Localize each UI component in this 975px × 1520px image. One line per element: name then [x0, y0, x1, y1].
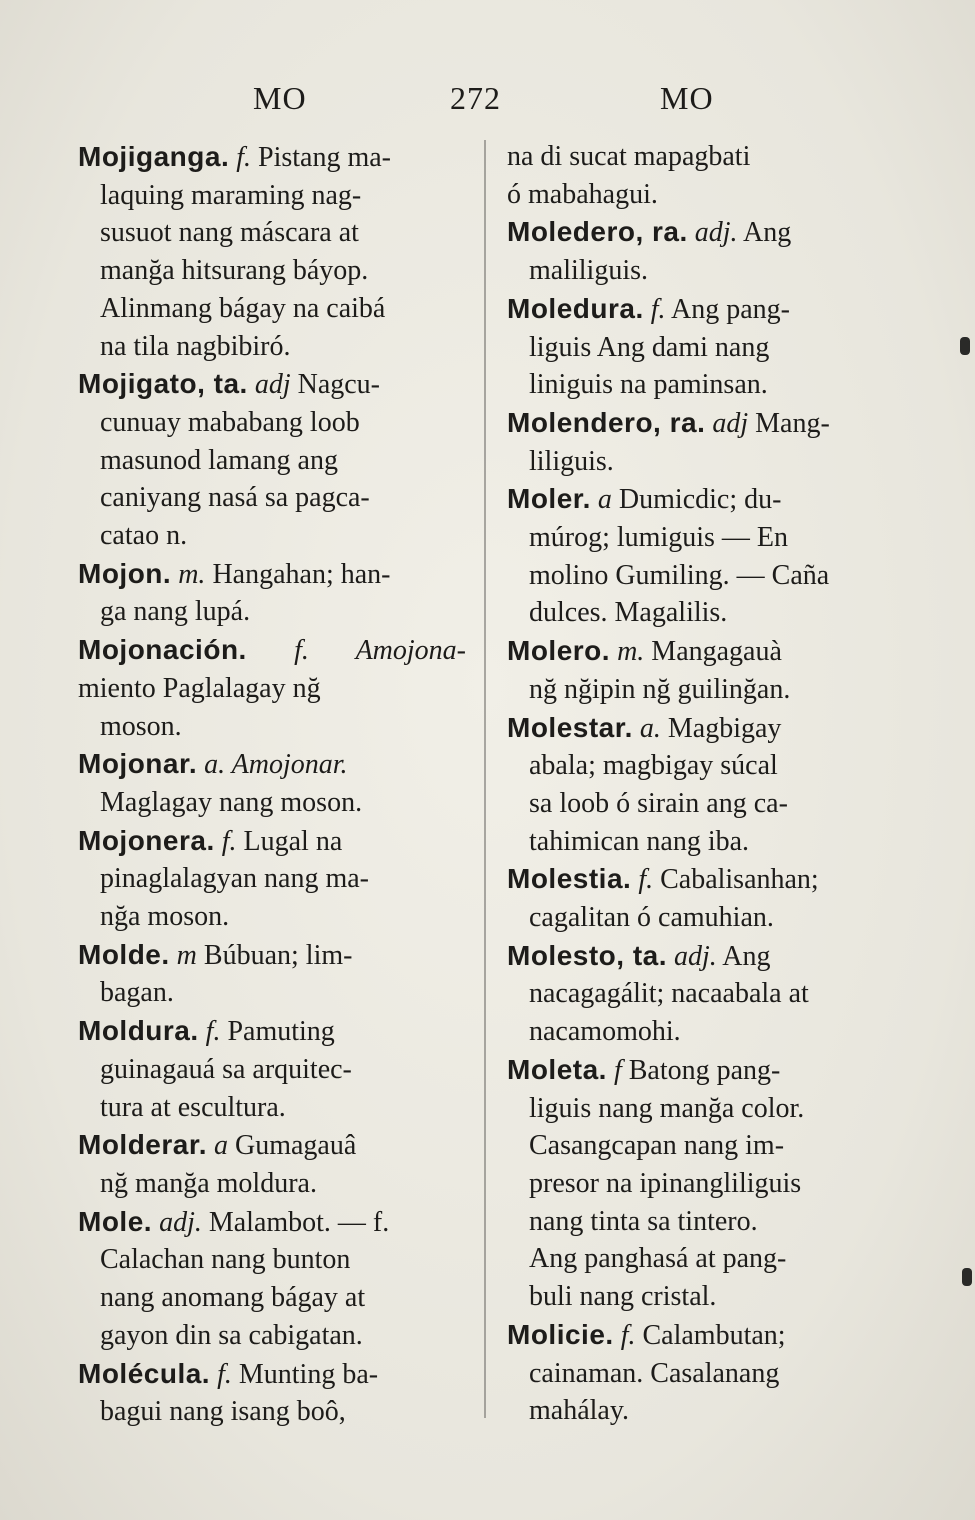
dictionary-entry — [78, 1012, 466, 1126]
definition-line: Calachan nang bunton — [100, 1244, 351, 1276]
page-number: 272 — [450, 80, 501, 116]
grammar-label: adj. — [159, 1206, 202, 1238]
left-guide-word: MO — [253, 80, 307, 116]
grammar-label: f. — [205, 1016, 221, 1048]
definition-line: Ang panghasá at pang- — [529, 1243, 787, 1275]
definition-line: múrog; lumiguis — En — [529, 522, 788, 554]
definition-line: abala; magbigay súcal — [529, 750, 778, 782]
definition-text: miento Paglalagay nğ — [78, 672, 321, 704]
headword: Moler. — [507, 483, 591, 515]
entry-first-line — [78, 555, 466, 594]
dictionary-entry — [507, 1051, 902, 1316]
headword: Moledero, ra. — [507, 216, 688, 248]
definition-text: Munting ba- — [238, 1358, 379, 1390]
definition-line: Alinmang bágay na caibá — [100, 292, 386, 324]
entry-first-line — [78, 365, 466, 404]
dictionary-entry — [78, 936, 466, 1012]
definition-text: Calambutan; — [642, 1319, 786, 1351]
definition-text: Ang pang- — [670, 293, 790, 325]
grammar-label: f. — [650, 293, 666, 325]
entry-first-line — [78, 631, 466, 707]
entry-first-line — [507, 290, 902, 329]
definition-line: caniyang nasá sa pagca- — [100, 482, 370, 514]
grammar-label: f. Amojona- — [294, 635, 466, 667]
definition-line: nacagagálit; nacaabala at — [529, 978, 809, 1010]
dictionary-entry — [507, 138, 902, 213]
dictionary-entry — [78, 555, 466, 631]
dictionary-entry — [507, 1316, 902, 1430]
entry-first-line — [507, 709, 902, 748]
headword: Molderar. — [78, 1129, 207, 1161]
grammar-label: m — [176, 939, 197, 971]
entry-first-line — [78, 138, 466, 177]
grammar-label: adj — [254, 369, 291, 401]
definition-line: Casangcapan nang im- — [529, 1130, 785, 1162]
definition-line: nacamomohi. — [529, 1016, 681, 1048]
definition-line: na tila nagbibiró. — [100, 330, 291, 362]
definition-text: Ang — [743, 217, 792, 249]
definition-line: presor na ipinangliliguis — [529, 1167, 802, 1199]
entry-first-line — [78, 1126, 466, 1165]
headword: Mojiganga. — [78, 141, 230, 172]
dictionary-entry — [78, 365, 466, 555]
dictionary-entry — [507, 632, 902, 708]
definition-line: liguis Ang dami nang — [529, 331, 770, 363]
grammar-label: a — [213, 1130, 228, 1162]
definition-line: liguis nang manğa color. — [529, 1092, 805, 1124]
definition-line: nang anomang bágay at — [100, 1282, 366, 1314]
definition-line: dulces. Magalilis. — [529, 597, 728, 629]
entry-first-line — [78, 745, 466, 784]
entry-first-line — [78, 1203, 466, 1242]
grammar-label: f. — [221, 825, 237, 857]
headword: Moledura. — [507, 292, 644, 324]
definition-line: nang tinta sa tintero. — [529, 1205, 758, 1237]
dictionary-entry — [507, 290, 902, 404]
definition-text: Magbigay — [667, 712, 782, 744]
definition-text: Ang — [722, 940, 771, 972]
definition-text: Gumagauâ — [234, 1130, 357, 1162]
definition-text: Nagcu- — [297, 369, 381, 401]
definition-line: pinaglalagyan nang ma- — [100, 863, 370, 895]
grammar-label: a. Amojonar. — [204, 749, 348, 781]
grammar-label: a — [597, 484, 612, 516]
definition-line: liniguis na paminsan. — [529, 369, 768, 401]
dictionary-entry — [507, 937, 902, 1051]
definition-text: Mangagauà — [651, 636, 782, 668]
dictionary-entry — [507, 480, 902, 632]
grammar-label: f — [613, 1054, 622, 1086]
dictionary-entry — [78, 745, 466, 821]
definition-line: buli nang cristal. — [529, 1281, 717, 1313]
definition-text: Batong pang- — [628, 1054, 781, 1086]
headword: Mole. — [78, 1205, 153, 1237]
entry-first-line — [507, 480, 902, 519]
definition-line: catao n. — [100, 520, 188, 552]
grammar-label: m. — [178, 558, 206, 590]
definition-line: maliliguis. — [529, 255, 648, 287]
dictionary-entry — [78, 1126, 466, 1202]
definition-text: Pamuting — [227, 1016, 335, 1048]
headword: Molestar. — [507, 711, 633, 743]
grammar-label: a. — [639, 712, 661, 744]
dictionary-entry — [78, 822, 466, 936]
definition-text: Malambot. — f. — [208, 1206, 390, 1238]
definition-text: Hangahan; han- — [212, 558, 391, 590]
definition-text: Búbuan; lim- — [203, 939, 353, 971]
dictionary-entry — [78, 631, 466, 745]
dictionary-entry — [78, 138, 466, 365]
entry-first-line — [507, 1051, 902, 1090]
headword: Mojon. — [78, 557, 172, 589]
headword: Moldura. — [78, 1015, 199, 1047]
entry-first-line — [507, 213, 902, 252]
page-edge-mark — [962, 1268, 972, 1286]
grammar-label: f. — [620, 1319, 636, 1351]
headword: Mojigato, ta. — [78, 368, 248, 400]
definition-line: bagui nang isang boô, — [100, 1396, 346, 1428]
right-guide-word: MO — [660, 80, 714, 116]
headword: Molendero, ra. — [507, 406, 706, 438]
definition-line: bagan. — [100, 977, 174, 1009]
entry-first-line — [507, 860, 902, 899]
definition-line: sa loob ó sirain ang ca- — [529, 787, 788, 819]
definition-line: liliguis. — [529, 445, 614, 477]
headword: Mojonera. — [78, 824, 215, 856]
definition-text: Dumicdic; du- — [618, 484, 782, 516]
definition-line: na di sucat mapagbati — [507, 141, 751, 172]
dictionary-entry — [507, 404, 902, 480]
definition-line: nğ nğipin nğ guilinğan. — [529, 673, 791, 705]
definition-line: masunod lamang ang — [100, 444, 338, 476]
left-column — [78, 138, 466, 1431]
headword: Mojonar. — [78, 748, 198, 780]
column-divider — [484, 140, 486, 1418]
definition-line: susuot nang máscara at — [100, 217, 359, 249]
grammar-label: adj. — [674, 940, 717, 972]
headword: Molicie. — [507, 1318, 614, 1350]
headword: Molesto, ta. — [507, 939, 668, 971]
definition-line: ó mabahagui. — [507, 178, 658, 210]
definition-line: laquing maraming nag- — [100, 179, 362, 211]
grammar-label: f. — [217, 1358, 232, 1390]
dictionary-entry — [507, 709, 902, 861]
right-column — [507, 138, 902, 1430]
definition-line: nğ manğa moldura. — [100, 1167, 317, 1199]
grammar-label: m. — [617, 636, 645, 668]
definition-line: cunuay mababang loob — [100, 406, 360, 438]
entry-first-line — [507, 404, 902, 443]
grammar-label: adj — [712, 407, 749, 439]
grammar-label: f. — [638, 864, 654, 896]
definition-text: Mang- — [755, 407, 830, 439]
definition-line: guinagauá sa arquitec- — [100, 1053, 352, 1085]
headword: Molécula. — [78, 1357, 211, 1389]
definition-line: tahimican nang iba. — [529, 825, 750, 857]
definition-line: ga nang lupá. — [100, 596, 251, 628]
grammar-label: adj. — [694, 217, 738, 249]
headword: Molde. — [78, 938, 170, 970]
dictionary-entry — [507, 860, 902, 936]
grammar-label: f. — [236, 142, 252, 173]
dictionary-entry — [78, 1203, 466, 1355]
headword: Molero. — [507, 635, 611, 667]
dictionary-entry — [507, 213, 902, 289]
entry-first-line — [78, 936, 466, 975]
definition-line: tura at escultura. — [100, 1091, 286, 1123]
definition-line: moson. — [100, 710, 182, 742]
page-edge-mark — [960, 337, 970, 355]
page-header — [0, 80, 975, 130]
definition-text: Lugal na — [243, 825, 343, 857]
headword: Moleta. — [507, 1053, 607, 1085]
definition-text: Pistang ma- — [258, 142, 392, 173]
definition-line: Maglagay nang moson. — [100, 786, 363, 818]
headword: Molestia. — [507, 863, 632, 895]
definition-line: molino Gumiling. — Caña — [529, 559, 830, 591]
entry-first-line — [507, 937, 902, 976]
dictionary-entry — [78, 1355, 466, 1431]
headword: Mojonación. — [78, 634, 247, 666]
definition-line: manğa hitsurang báyop. — [100, 255, 369, 287]
entry-first-line — [78, 822, 466, 861]
entry-first-line — [78, 1355, 466, 1394]
entry-first-line — [78, 1012, 466, 1051]
entry-first-line — [507, 1316, 902, 1355]
definition-line: gayon din sa cabigatan. — [100, 1319, 363, 1351]
definition-line: cainaman. Casalanang — [529, 1357, 780, 1389]
definition-line: mahálay. — [529, 1395, 630, 1427]
definition-line: nğa moson. — [100, 901, 230, 933]
definition-text: Cabalisanhan; — [660, 864, 819, 896]
definition-line: cagalitan ó camuhian. — [529, 902, 774, 934]
entry-first-line — [507, 632, 902, 671]
